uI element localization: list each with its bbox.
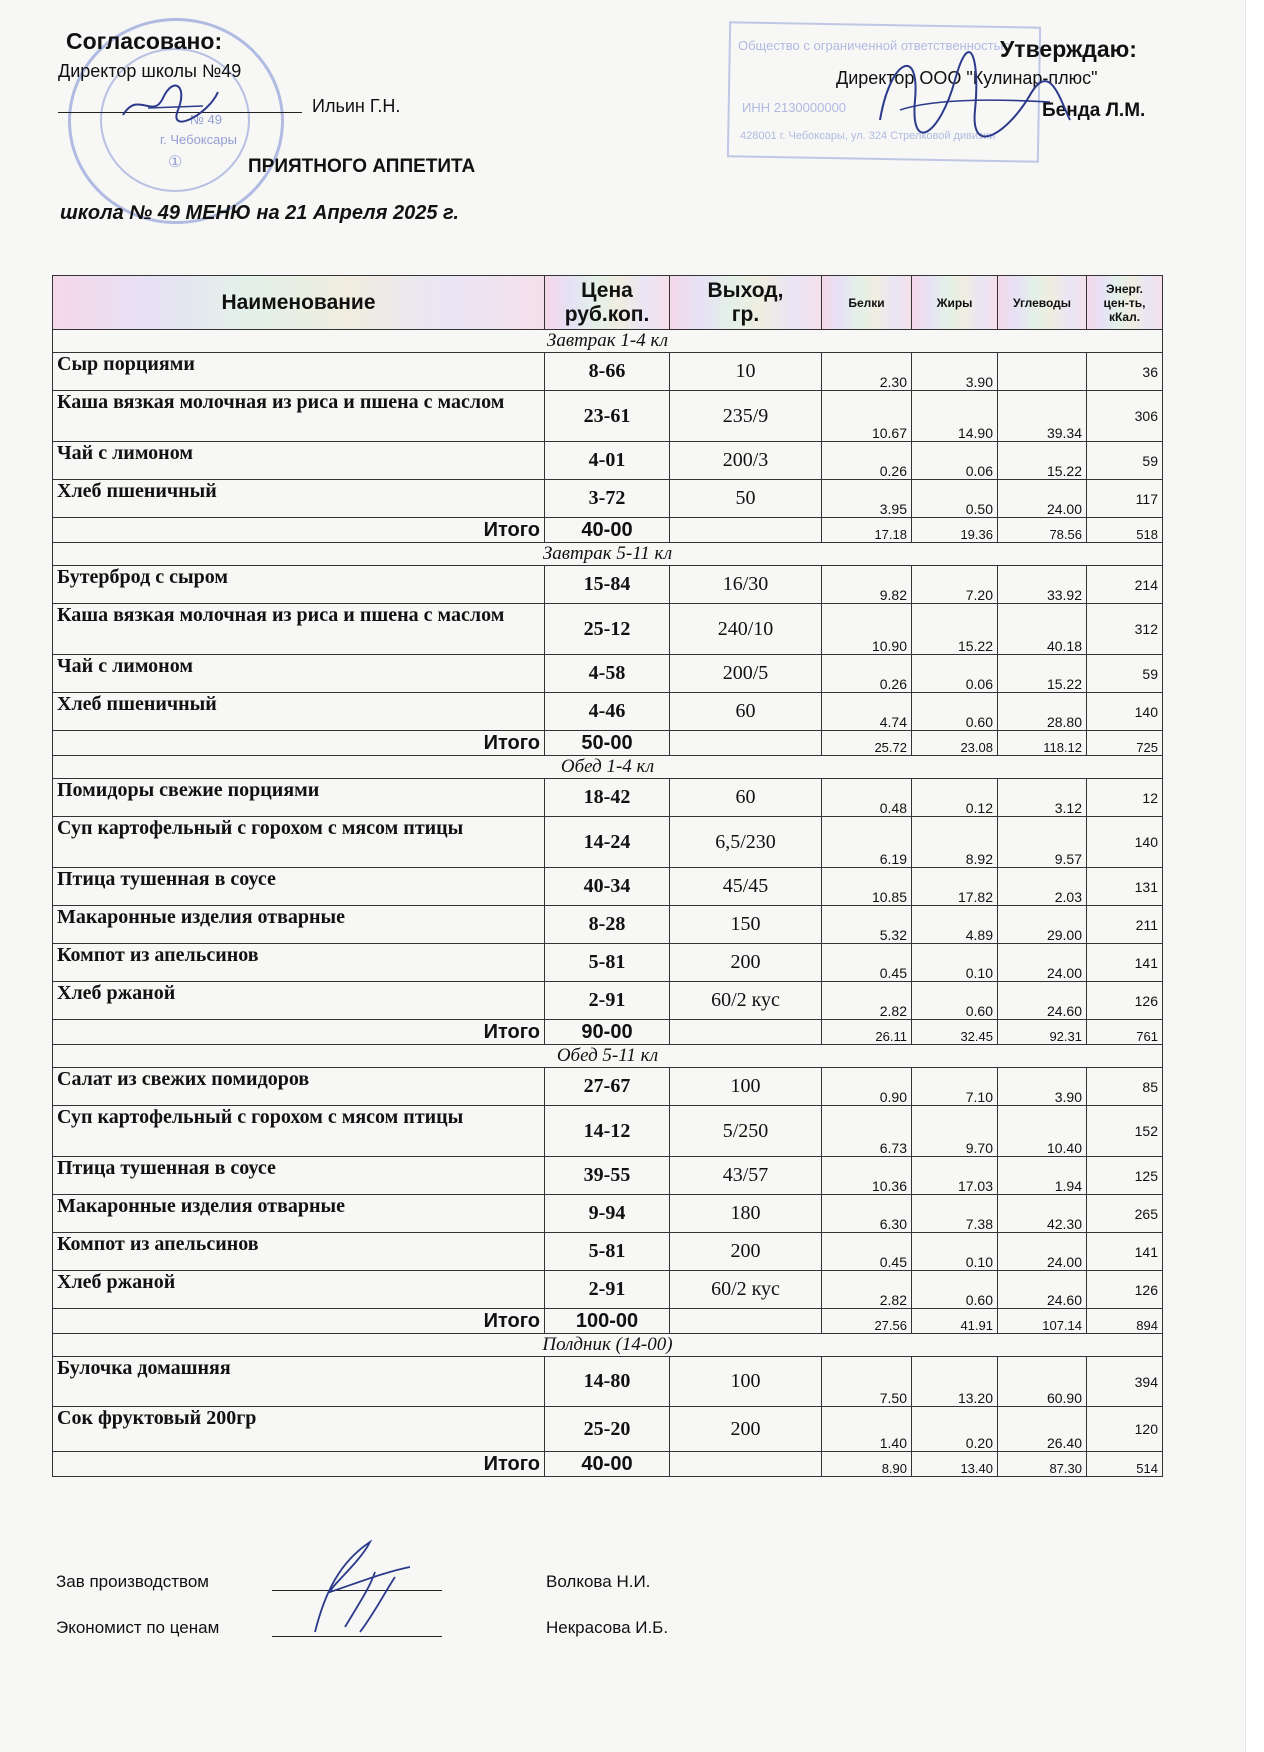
round-stamp-emblem: ① bbox=[168, 154, 183, 171]
table-cell: 5.32 bbox=[822, 906, 912, 944]
table-cell: 140 bbox=[1087, 693, 1163, 731]
table-cell: 120 bbox=[1087, 1407, 1163, 1452]
table-cell: 152 bbox=[1087, 1106, 1163, 1157]
table-cell: 0.45 bbox=[822, 944, 912, 982]
table-row bbox=[53, 1271, 1163, 1309]
table-row bbox=[53, 982, 1163, 1020]
total-row bbox=[53, 731, 1163, 756]
table-cell: 10.85 bbox=[822, 868, 912, 906]
table-cell: 894 bbox=[1087, 1309, 1163, 1334]
production-head-signature bbox=[300, 1532, 420, 1642]
table-cell: 7.38 bbox=[912, 1195, 998, 1233]
total-row bbox=[53, 1020, 1163, 1045]
table-cell: 14-24 bbox=[545, 817, 670, 868]
table-cell: 23.08 bbox=[912, 731, 998, 756]
table-cell: 9.70 bbox=[912, 1106, 998, 1157]
table-cell: 24.60 bbox=[998, 1271, 1087, 1309]
table-cell: 235/9 bbox=[670, 391, 822, 442]
table-cell: 7.50 bbox=[822, 1357, 912, 1407]
table-cell: Хлеб ржаной bbox=[53, 982, 545, 1020]
table-row bbox=[53, 1106, 1163, 1157]
table-cell: 0.20 bbox=[912, 1407, 998, 1452]
table-cell: Птица тушенная в соусе bbox=[53, 868, 545, 906]
table-cell: 8.92 bbox=[912, 817, 998, 868]
table-row bbox=[53, 1357, 1163, 1407]
confirm-role: Директор ООО "Кулинар-плюс" bbox=[836, 68, 1098, 88]
table-cell: 28.80 bbox=[998, 693, 1087, 731]
table-row bbox=[53, 944, 1163, 982]
table-cell: 2-91 bbox=[545, 1271, 670, 1309]
table-cell: Каша вязкая молочная из риса и пшена с маслом bbox=[53, 604, 545, 655]
table-cell: 2.30 bbox=[822, 353, 912, 391]
footer-name-1: Волкова Н.И. bbox=[546, 1572, 651, 1591]
table-cell: 0.06 bbox=[912, 442, 998, 480]
approved-name: Ильин Г.Н. bbox=[312, 96, 401, 116]
col-fats-header: Жиры bbox=[912, 276, 998, 330]
table-cell: 10 bbox=[670, 353, 822, 391]
table-cell: 10.40 bbox=[998, 1106, 1087, 1157]
section-row bbox=[53, 1045, 1163, 1068]
table-cell: 4.74 bbox=[822, 693, 912, 731]
table-cell: 4-01 bbox=[545, 442, 670, 480]
table-row bbox=[53, 1195, 1163, 1233]
table-cell: 13.20 bbox=[912, 1357, 998, 1407]
table-cell: 60/2 кус bbox=[670, 1271, 822, 1309]
table-cell: 3.12 bbox=[998, 779, 1087, 817]
approver-signature bbox=[860, 40, 1080, 150]
table-cell: 7.10 bbox=[912, 1068, 998, 1106]
table-cell: 14-12 bbox=[545, 1106, 670, 1157]
table-cell: 4.89 bbox=[912, 906, 998, 944]
table-cell: 60 bbox=[670, 693, 822, 731]
table-cell: Птица тушенная в соусе bbox=[53, 1157, 545, 1195]
table-cell: 514 bbox=[1087, 1452, 1163, 1477]
table-cell: Салат из свежих помидоров bbox=[53, 1068, 545, 1106]
table-cell: 3.90 bbox=[998, 1068, 1087, 1106]
table-row bbox=[53, 604, 1163, 655]
table-cell: Хлеб пшеничный bbox=[53, 480, 545, 518]
table-cell bbox=[998, 353, 1087, 391]
table-cell: Суп картофельный с горохом с мясом птицы bbox=[53, 817, 545, 868]
table-cell: Бутерброд с сыром bbox=[53, 566, 545, 604]
table-cell: 131 bbox=[1087, 868, 1163, 906]
table-cell: 3.95 bbox=[822, 480, 912, 518]
table-cell: 17.03 bbox=[912, 1157, 998, 1195]
table-cell: 265 bbox=[1087, 1195, 1163, 1233]
table-cell: 50 bbox=[670, 480, 822, 518]
table-cell: 15.22 bbox=[998, 655, 1087, 693]
table-cell: 36 bbox=[1087, 353, 1163, 391]
table-row bbox=[53, 693, 1163, 731]
table-cell: 33.92 bbox=[998, 566, 1087, 604]
table-cell: 200 bbox=[670, 944, 822, 982]
section-row bbox=[53, 330, 1163, 353]
table-cell: 200/5 bbox=[670, 655, 822, 693]
table-cell bbox=[670, 1309, 822, 1334]
table-row bbox=[53, 1068, 1163, 1106]
col-energy-header: Энерг. цен-ть, кКал. bbox=[1087, 276, 1163, 330]
table-cell: 0.90 bbox=[822, 1068, 912, 1106]
table-cell: 7.20 bbox=[912, 566, 998, 604]
table-cell: 26.40 bbox=[998, 1407, 1087, 1452]
table-cell: 14.90 bbox=[912, 391, 998, 442]
table-cell: 0.26 bbox=[822, 655, 912, 693]
table-cell bbox=[670, 518, 822, 543]
table-cell: 211 bbox=[1087, 906, 1163, 944]
table-cell: 2.03 bbox=[998, 868, 1087, 906]
table-cell: 5-81 bbox=[545, 944, 670, 982]
table-cell: 17.18 bbox=[822, 518, 912, 543]
table-cell: 60.90 bbox=[998, 1357, 1087, 1407]
table-cell: 27-67 bbox=[545, 1068, 670, 1106]
table-cell: 15.22 bbox=[912, 604, 998, 655]
col-price-header: Цена руб.коп. bbox=[545, 276, 670, 330]
table-cell: 312 bbox=[1087, 604, 1163, 655]
approved-title: Согласовано: bbox=[66, 28, 223, 54]
table-cell: 5-81 bbox=[545, 1233, 670, 1271]
table-cell: 4-46 bbox=[545, 693, 670, 731]
table-cell: Завтрак 5-11 кл bbox=[53, 543, 1163, 566]
table-cell: 6,5/230 bbox=[670, 817, 822, 868]
table-cell: 40-34 bbox=[545, 868, 670, 906]
table-cell: 200 bbox=[670, 1233, 822, 1271]
table-cell bbox=[670, 1020, 822, 1045]
table-cell: 200/3 bbox=[670, 442, 822, 480]
table-cell: 117 bbox=[1087, 480, 1163, 518]
table-cell: 8.90 bbox=[822, 1452, 912, 1477]
table-cell: Булочка домашняя bbox=[53, 1357, 545, 1407]
footer-role-1: Зав производством bbox=[56, 1572, 209, 1591]
table-cell: 0.60 bbox=[912, 982, 998, 1020]
table-cell: 5/250 bbox=[670, 1106, 822, 1157]
table-cell: 306 bbox=[1087, 391, 1163, 442]
section-row bbox=[53, 1334, 1163, 1357]
table-row bbox=[53, 1233, 1163, 1271]
table-cell: 25-12 bbox=[545, 604, 670, 655]
director-signature bbox=[118, 80, 228, 130]
table-row bbox=[53, 1157, 1163, 1195]
table-row bbox=[53, 566, 1163, 604]
table-cell: 725 bbox=[1087, 731, 1163, 756]
table-cell: 19.36 bbox=[912, 518, 998, 543]
table-cell: Полдник (14-00) bbox=[53, 1334, 1163, 1357]
table-cell: 60/2 кус bbox=[670, 982, 822, 1020]
table-cell bbox=[670, 731, 822, 756]
rect-stamp-text-1: Общество с ограниченной ответственностью bbox=[738, 38, 1011, 53]
table-cell bbox=[670, 1452, 822, 1477]
table-cell: 23-61 bbox=[545, 391, 670, 442]
table-cell: Итого bbox=[53, 1020, 545, 1045]
table-cell: 29.00 bbox=[998, 906, 1087, 944]
table-cell: 10.67 bbox=[822, 391, 912, 442]
table-cell: Макаронные изделия отварные bbox=[53, 906, 545, 944]
table-cell: 87.30 bbox=[998, 1452, 1087, 1477]
table-cell: 18-42 bbox=[545, 779, 670, 817]
table-cell: 394 bbox=[1087, 1357, 1163, 1407]
table-cell: 39-55 bbox=[545, 1157, 670, 1195]
table-cell: 26.11 bbox=[822, 1020, 912, 1045]
table-cell: 12 bbox=[1087, 779, 1163, 817]
table-cell: 41.91 bbox=[912, 1309, 998, 1334]
table-row bbox=[53, 868, 1163, 906]
table-cell: 50-00 bbox=[545, 731, 670, 756]
table-cell: 180 bbox=[670, 1195, 822, 1233]
table-cell: 24.00 bbox=[998, 1233, 1087, 1271]
page-edge bbox=[1245, 0, 1264, 1752]
table-cell: 1.40 bbox=[822, 1407, 912, 1452]
table-cell: 43/57 bbox=[670, 1157, 822, 1195]
table-cell: 2.82 bbox=[822, 982, 912, 1020]
table-cell: 0.10 bbox=[912, 1233, 998, 1271]
table-cell: 85 bbox=[1087, 1068, 1163, 1106]
table-row bbox=[53, 1407, 1163, 1452]
col-name-header: Наименование bbox=[53, 276, 545, 330]
table-cell: 13.40 bbox=[912, 1452, 998, 1477]
table-cell: 126 bbox=[1087, 1271, 1163, 1309]
table-cell: 118.12 bbox=[998, 731, 1087, 756]
table-cell: 518 bbox=[1087, 518, 1163, 543]
table-cell: Итого bbox=[53, 518, 545, 543]
table-cell: 200 bbox=[670, 1407, 822, 1452]
total-row bbox=[53, 1309, 1163, 1334]
approved-role: Директор школы №49 bbox=[58, 61, 242, 81]
table-cell: Чай с лимоном bbox=[53, 655, 545, 693]
table-cell: Обед 1-4 кл bbox=[53, 756, 1163, 779]
table-cell: 9.82 bbox=[822, 566, 912, 604]
table-cell: 32.45 bbox=[912, 1020, 998, 1045]
total-row bbox=[53, 1452, 1163, 1477]
table-cell: 90-00 bbox=[545, 1020, 670, 1045]
section-row bbox=[53, 543, 1163, 566]
table-cell: Итого bbox=[53, 1452, 545, 1477]
section-row bbox=[53, 756, 1163, 779]
table-cell: 9-94 bbox=[545, 1195, 670, 1233]
menu-title: школа № 49 МЕНЮ на 21 Апреля 2025 г. bbox=[60, 202, 459, 224]
table-row bbox=[53, 391, 1163, 442]
round-stamp-text-2: г. Чебоксары bbox=[160, 132, 237, 147]
table-row bbox=[53, 442, 1163, 480]
table-cell: 100 bbox=[670, 1357, 822, 1407]
table-cell: Макаронные изделия отварные bbox=[53, 1195, 545, 1233]
table-row bbox=[53, 480, 1163, 518]
table-cell: 100 bbox=[670, 1068, 822, 1106]
table-cell: 1.94 bbox=[998, 1157, 1087, 1195]
table-cell: 0.48 bbox=[822, 779, 912, 817]
rect-stamp-text-3: 428001 г. Чебоксары, ул. 324 Стрелковой дивизии bbox=[740, 130, 996, 142]
table-cell: Компот из апельсинов bbox=[53, 1233, 545, 1271]
table-cell: 9.57 bbox=[998, 817, 1087, 868]
table-cell: Помидоры свежие порциями bbox=[53, 779, 545, 817]
table-cell: 6.30 bbox=[822, 1195, 912, 1233]
table-cell: 10.36 bbox=[822, 1157, 912, 1195]
table-cell: 17.82 bbox=[912, 868, 998, 906]
confirm-name: Бенда Л.М. bbox=[1042, 100, 1146, 121]
table-cell: 4-58 bbox=[545, 655, 670, 693]
table-cell: 40.18 bbox=[998, 604, 1087, 655]
table-cell: 0.60 bbox=[912, 693, 998, 731]
table-row bbox=[53, 779, 1163, 817]
table-cell: 126 bbox=[1087, 982, 1163, 1020]
table-cell: 27.56 bbox=[822, 1309, 912, 1334]
table-cell: 125 bbox=[1087, 1157, 1163, 1195]
table-cell: 6.73 bbox=[822, 1106, 912, 1157]
table-cell: 3.90 bbox=[912, 353, 998, 391]
table-cell: Итого bbox=[53, 731, 545, 756]
table-cell: Компот из апельсинов bbox=[53, 944, 545, 982]
table-cell: 3-72 bbox=[545, 480, 670, 518]
confirm-title: Утверждаю: bbox=[1000, 36, 1137, 62]
table-cell: 78.56 bbox=[998, 518, 1087, 543]
menu-table bbox=[52, 275, 1163, 1477]
table-cell: 141 bbox=[1087, 1233, 1163, 1271]
table-cell: Сок фруктовый 200гр bbox=[53, 1407, 545, 1452]
table-cell: 107.14 bbox=[998, 1309, 1087, 1334]
table-cell: 92.31 bbox=[998, 1020, 1087, 1045]
rect-stamp-text-2: ИНН 2130000000 bbox=[742, 100, 847, 115]
greeting: ПРИЯТНОГО АППЕТИТА bbox=[248, 156, 476, 177]
table-cell: 150 bbox=[670, 906, 822, 944]
table-cell: Каша вязкая молочная из риса и пшена с маслом bbox=[53, 391, 545, 442]
table-cell: Суп картофельный с горохом с мясом птицы bbox=[53, 1106, 545, 1157]
table-cell: 240/10 bbox=[670, 604, 822, 655]
table-cell: 140 bbox=[1087, 817, 1163, 868]
table-cell: 15-84 bbox=[545, 566, 670, 604]
table-cell: 59 bbox=[1087, 442, 1163, 480]
table-cell: 0.60 bbox=[912, 1271, 998, 1309]
table-cell: 141 bbox=[1087, 944, 1163, 982]
table-cell: 24.60 bbox=[998, 982, 1087, 1020]
table-cell: 100-00 bbox=[545, 1309, 670, 1334]
table-cell: 24.00 bbox=[998, 944, 1087, 982]
table-cell: 45/45 bbox=[670, 868, 822, 906]
total-row bbox=[53, 518, 1163, 543]
table-cell: 42.30 bbox=[998, 1195, 1087, 1233]
round-stamp-text-1: № 49 bbox=[190, 112, 223, 127]
col-proteins-header: Белки bbox=[822, 276, 912, 330]
footer-role-2: Экономист по ценам bbox=[56, 1618, 220, 1637]
table-cell: Хлеб ржаной bbox=[53, 1271, 545, 1309]
table-cell: 24.00 bbox=[998, 480, 1087, 518]
table-cell: 39.34 bbox=[998, 391, 1087, 442]
table-cell: 25.72 bbox=[822, 731, 912, 756]
table-cell: 14-80 bbox=[545, 1357, 670, 1407]
table-row bbox=[53, 353, 1163, 391]
table-cell: 25-20 bbox=[545, 1407, 670, 1452]
table-cell: 10.90 bbox=[822, 604, 912, 655]
table-cell: Завтрак 1-4 кл bbox=[53, 330, 1163, 353]
table-cell: 60 bbox=[670, 779, 822, 817]
table-cell: 0.26 bbox=[822, 442, 912, 480]
table-cell: 0.06 bbox=[912, 655, 998, 693]
col-output-header: Выход, гр. bbox=[670, 276, 822, 330]
col-carbs-header: Углеводы bbox=[998, 276, 1087, 330]
table-cell: 16/30 bbox=[670, 566, 822, 604]
table-cell: 8-66 bbox=[545, 353, 670, 391]
table-cell: Сыр порциями bbox=[53, 353, 545, 391]
table-header-row bbox=[53, 276, 1163, 330]
table-cell: 2.82 bbox=[822, 1271, 912, 1309]
table-cell: Хлеб пшеничный bbox=[53, 693, 545, 731]
table-cell: 0.12 bbox=[912, 779, 998, 817]
table-cell: Обед 5-11 кл bbox=[53, 1045, 1163, 1068]
table-cell: 761 bbox=[1087, 1020, 1163, 1045]
table-cell: 15.22 bbox=[998, 442, 1087, 480]
table-cell: Итого bbox=[53, 1309, 545, 1334]
table-row bbox=[53, 655, 1163, 693]
table-row bbox=[53, 817, 1163, 868]
table-cell: 0.45 bbox=[822, 1233, 912, 1271]
table-cell: 8-28 bbox=[545, 906, 670, 944]
table-cell: 214 bbox=[1087, 566, 1163, 604]
footer-name-2: Некрасова И.Б. bbox=[546, 1618, 669, 1637]
table-cell: 0.50 bbox=[912, 480, 998, 518]
table-row bbox=[53, 906, 1163, 944]
table-cell: 6.19 bbox=[822, 817, 912, 868]
table-cell: 59 bbox=[1087, 655, 1163, 693]
table-cell: 40-00 bbox=[545, 1452, 670, 1477]
table-cell: 0.10 bbox=[912, 944, 998, 982]
table-cell: Чай с лимоном bbox=[53, 442, 545, 480]
table-cell: 2-91 bbox=[545, 982, 670, 1020]
table-cell: 40-00 bbox=[545, 518, 670, 543]
